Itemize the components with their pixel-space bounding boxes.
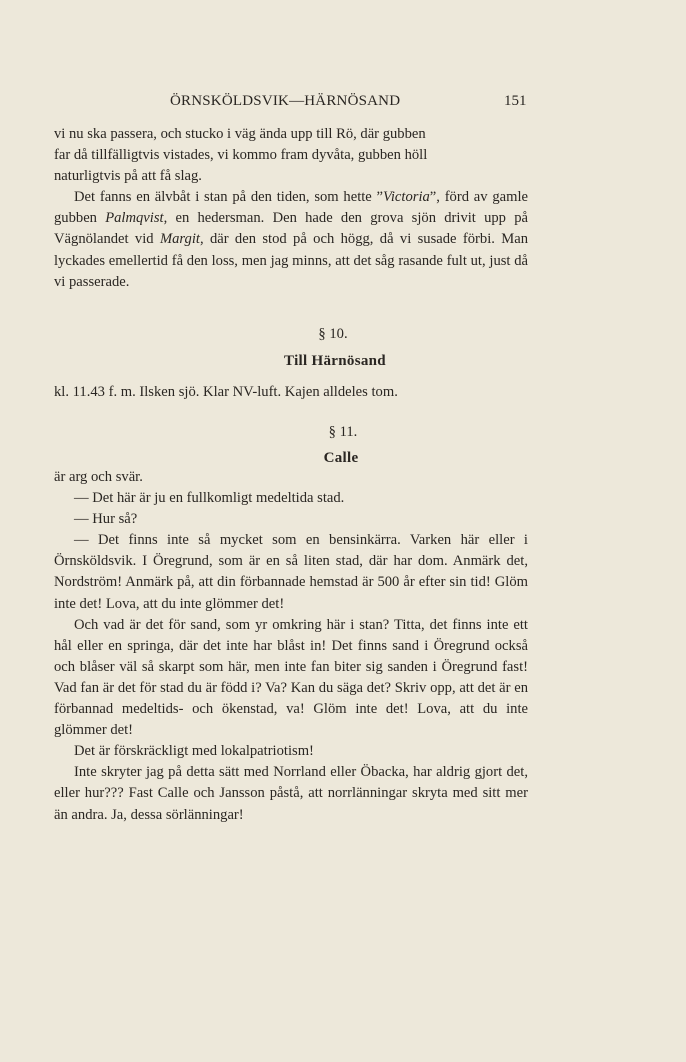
place-name: Margit <box>159 231 200 248</box>
paragraph: är arg och svär. <box>54 469 143 485</box>
page-number: 151 <box>504 93 527 109</box>
section-11-text <box>54 467 528 826</box>
paragraph: — Det finns inte så mycket som en bensinkärra. Varken här eller i Örnsköldsvik. I Öregrund, som är en så liten stad, där har dom. Anmärk det, Nordström! Anmärk på, att din förbannade hemstad är 500 år efter sin tid! Glöm inte det! Lova, att du inte glömmer det! <box>54 532 528 612</box>
paragraph-line: naturligtvis på att få slag. <box>54 168 202 185</box>
text-run: , där den stod på och högg, då vi susade förbi. Man lyckades emellertid få den loss, men jag minns, att det såg rasande fult ut, just då vi passerade. <box>54 231 529 290</box>
section-number: § 11. <box>328 424 358 440</box>
paragraph: kl. 11.43 f. m. Ilsken sjö. Klar NV-luft. Kajen alldeles tom. <box>54 384 398 400</box>
paragraph-line: vi nu ska passera, och stucko i väg ända upp till Rö, där gubben <box>54 126 426 142</box>
text-run: Det fanns en älvbåt i stan på den tiden, som hette ” <box>74 189 384 206</box>
paragraph: Och vad är det för sand, som yr omkring här i stan? Titta, det finns inte ett hål eller en springa, där det inte har blåst in! Det finns sand i Öregrund också och blåser väl så skarpt som här, men inte fan biter sig sanden i Öregrund fast! Vad fan är det för stad du är född i? Va? Kan du säga det? Skriv opp, att det är en förbannad medeltids- och ökenstad, va! Glöm inte det! Lova, att du inte glömmer det! <box>54 616 528 739</box>
captain-name: Palmqvist <box>105 210 164 227</box>
ship-name: Victoria <box>383 189 430 206</box>
running-head <box>0 93 686 113</box>
section-number: § 10. <box>318 326 348 342</box>
section-title: Calle <box>323 450 359 466</box>
paragraph: Inte skryter jag på detta sätt med Norrland eller Öbacka, har aldrig gjort det, eller hur??? Fast Calle och Jansson påstå, att norrlänningar skryta med sitt mer än andra. Ja, dessa sörlänningar! <box>54 764 528 823</box>
section-title: Till Härnösand <box>284 353 386 369</box>
paragraph: — Det här är ju en fullkomligt medeltida stad. <box>74 490 345 507</box>
paragraph <box>54 187 528 292</box>
section-10-text <box>54 382 528 403</box>
paragraph: — Hur så? <box>74 511 138 528</box>
paragraph: Det är förskräckligt med lokalpatriotism! <box>74 743 314 760</box>
text-run: ”, förd av gamle gubben <box>54 189 528 227</box>
running-title: ÖRNSKÖLDSVIK—HÄRNÖSAND <box>170 93 401 109</box>
paragraph-line: far då tillfälligtvis vistades, vi kommo fram dyvåta, gubben höll <box>54 147 428 164</box>
text-run: , en hedersman. Den hade den grova sjön drivit upp på Vägnölandet vid <box>54 210 528 248</box>
opening-text <box>54 124 528 293</box>
